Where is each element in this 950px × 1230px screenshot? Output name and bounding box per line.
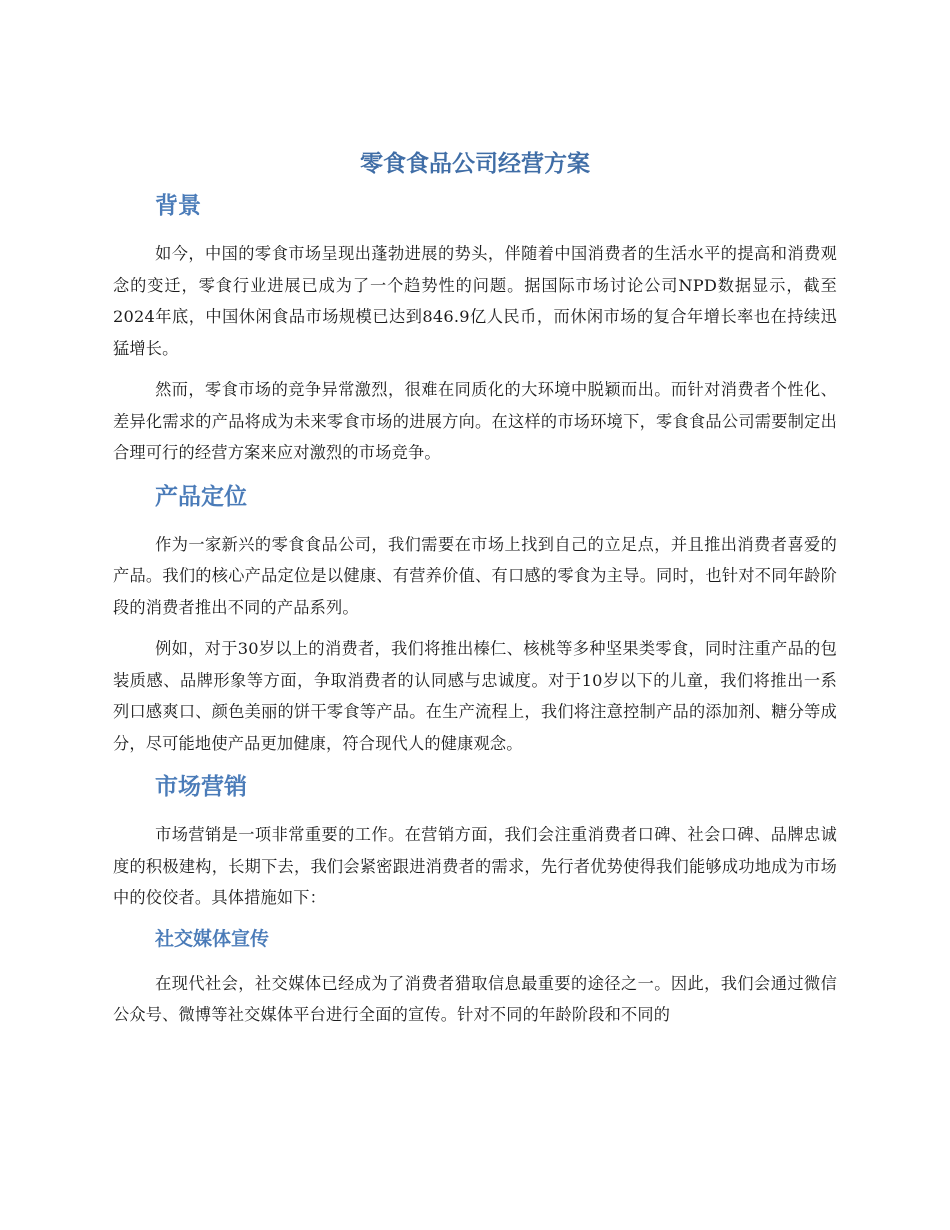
subsection-heading-social-media: 社交媒体宣传 — [155, 927, 270, 950]
paragraph: 如今，中国的零食市场呈现出蓬勃进展的势头，伴随着中国消费者的生活水平的提高和消费观念的变迁，零食行业进展已成为了一个趋势性的问题。据国际市场讨论公司NPD数据显示，截至2024年底，中国休闲食品市场规模已达到846.9亿人民币，而休闲市场的复合年增长率也在持续迅猛增长。 — [113, 244, 837, 358]
section-heading-background: 背景 — [155, 193, 201, 219]
paragraph: 在现代社会，社交媒体已经成为了消费者猎取信息最重要的途径之一。因此，我们会通过微信公众号、微博等社交媒体平台进行全面的宣传。针对不同的年龄阶段和不同的 — [113, 973, 837, 1024]
section-heading-product-positioning: 产品定位 — [155, 483, 247, 510]
document-page — [113, 146, 837, 1041]
paragraph: 例如，对于30岁以上的消费者，我们将推出榛仁、核桃等多种坚果类零食，同时注重产品的包装质感、品牌形象等方面，争取消费者的认同感与忠诚度。对于10岁以下的儿童，我们将推出一系列口感爽口、颜色美丽的饼干零食等产品。在生产流程上，我们将注意控制产品的添加剂、糖分等成分，尽可能地使产品更加健康，符合现代人的健康观念。 — [113, 639, 837, 753]
paragraph: 作为一家新兴的零食食品公司，我们需要在市场上找到自己的立足点，并且推出消费者喜爱的产品。我们的核心产品定位是以健康、有营养价值、有口感的零食为主导。同时，也针对不同年龄阶段的消费者推出不同的产品系列。 — [113, 534, 837, 617]
paragraph: 然而，零食市场的竞争异常激烈，很难在同质化的大环境中脱颖而出。而针对消费者个性化、差异化需求的产品将成为未来零食市场的进展方向。在这样的市场环境下，零食食品公司需要制定出合理可行的经营方案来应对激烈的市场竞争。 — [113, 380, 837, 462]
document-title: 零食食品公司经营方案 — [360, 151, 590, 177]
section-heading-marketing: 市场营销 — [155, 774, 247, 800]
paragraph: 市场营销是一项非常重要的工作。在营销方面，我们会注重消费者口碑、社会口碑、品牌忠诚度的积极建构，长期下去，我们会紧密跟进消费者的需求，先行者优势使得我们能够成功地成为市场中的佼佼者。具体措施如下： — [113, 825, 837, 907]
